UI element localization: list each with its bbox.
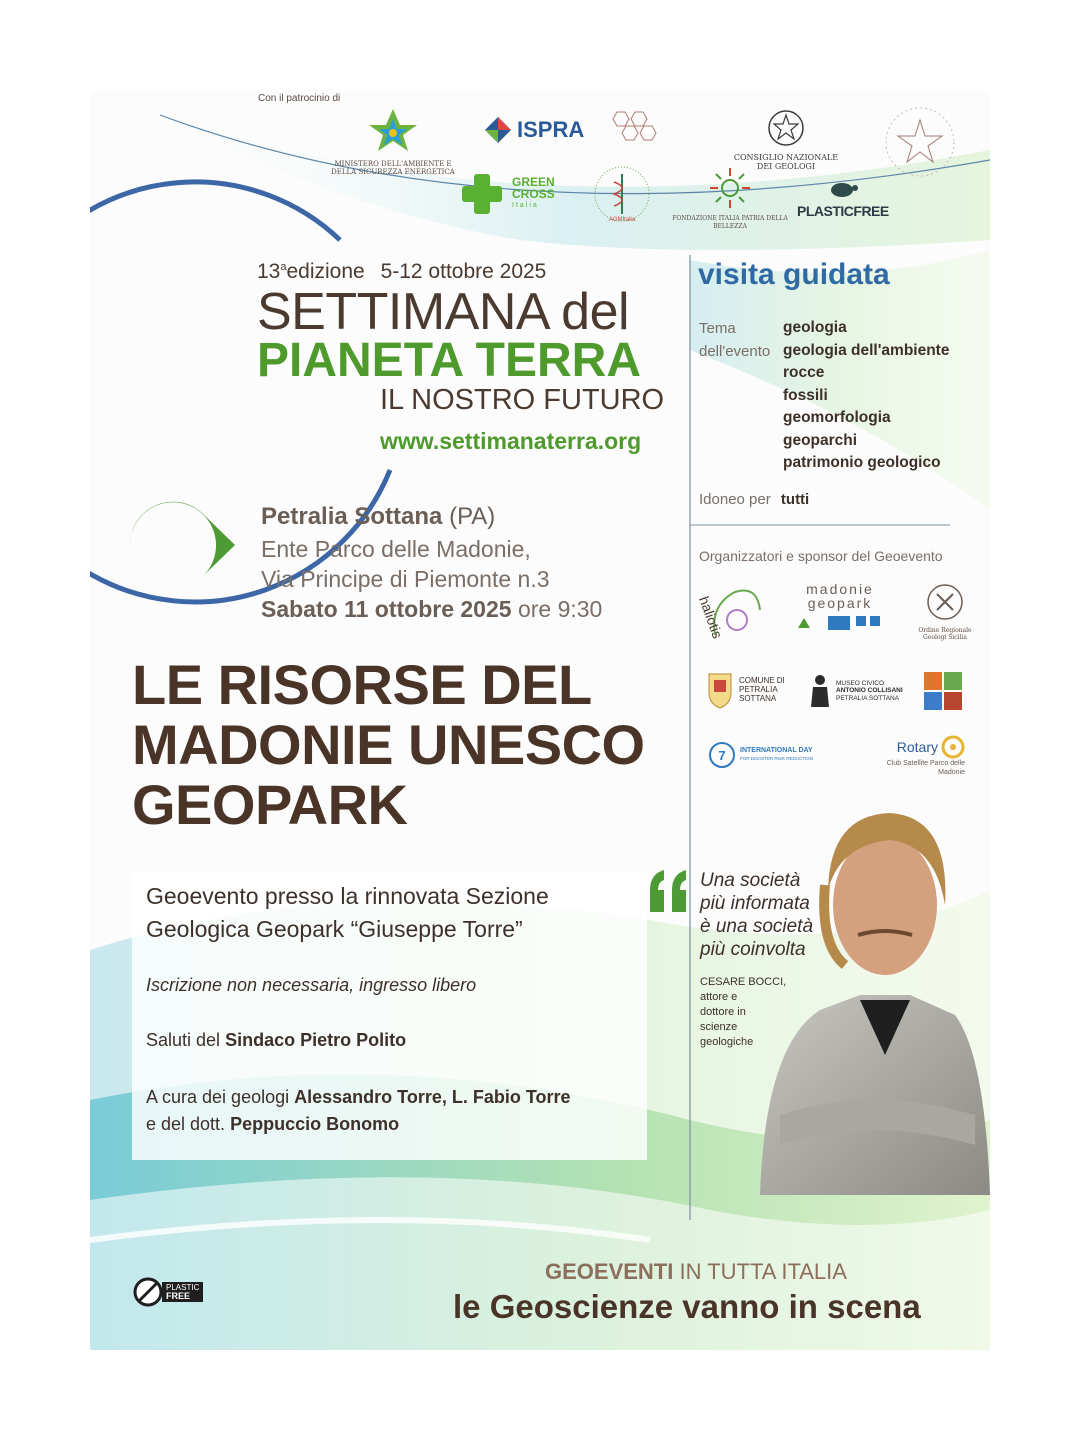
quote-role-1: attore e bbox=[700, 991, 738, 1003]
no-plastic-icon bbox=[132, 1276, 164, 1308]
geoeventi-line bbox=[545, 1259, 847, 1285]
curated-prefix: A cura dei geologi bbox=[146, 1087, 290, 1107]
hexagon-network-icon bbox=[605, 108, 665, 153]
museo-text bbox=[836, 680, 903, 703]
theme-item: rocce bbox=[783, 364, 825, 381]
geoevent-title-line-1: LE RISORSE DEL bbox=[132, 653, 592, 716]
organizers-label: Organizzatori e sponsor del Geoevento bbox=[699, 548, 943, 564]
comune-name: COMUNE DI PETRALIA SOTTANA bbox=[739, 675, 785, 703]
sunburst-icon bbox=[708, 166, 752, 210]
greetings-prefix: Saluti del bbox=[146, 1030, 221, 1050]
intl-day-line-2: FOR DISASTER RISK REDUCTION bbox=[740, 756, 814, 761]
theme-item: geologia bbox=[783, 319, 847, 336]
fondazione-name: FONDAZIONE ITALIA PATRIA DELLA BELLEZZA bbox=[672, 215, 788, 230]
bellezza-seal-logo bbox=[880, 102, 960, 182]
turtle-icon bbox=[825, 178, 859, 198]
geoevent-title-line-3: GEOPARK bbox=[132, 773, 408, 836]
geoeventi-bold: GEOEVENTI bbox=[545, 1259, 674, 1284]
curated-names: Alessandro Torre, L. Fabio Torre bbox=[294, 1087, 571, 1107]
quote-role-2: dottore in bbox=[700, 1006, 746, 1018]
museo-logo bbox=[808, 673, 903, 709]
ministry-star-icon bbox=[328, 105, 458, 155]
cng-line-1: CONSIGLIO NAZIONALE bbox=[733, 153, 839, 162]
info-heading-line-2: Geologica Geopark “Giuseppe Torre” bbox=[146, 916, 523, 942]
quote-line-2: più informata bbox=[700, 893, 810, 914]
quote-role-3: scienze bbox=[700, 1021, 738, 1033]
haliotis-logo bbox=[695, 580, 765, 645]
event-subtitle: IL NOSTRO FUTURO bbox=[380, 384, 665, 416]
curated-last: Peppuccio Bonomo bbox=[230, 1114, 400, 1134]
tema-label-line-1: Tema bbox=[699, 320, 736, 337]
number-seven-icon bbox=[707, 740, 737, 770]
quote-line-1: Una società bbox=[700, 870, 801, 891]
event-datetime bbox=[261, 596, 602, 623]
event-title-line-1: SETTIMANA del bbox=[257, 283, 630, 341]
ispra-diamond-icon bbox=[483, 115, 513, 145]
suitable-value: tutti bbox=[780, 491, 810, 508]
comune-logo bbox=[705, 668, 789, 710]
madonie-geopark-logo bbox=[785, 582, 895, 639]
quote-mark-icon bbox=[646, 868, 692, 918]
quote-text bbox=[700, 869, 813, 961]
event-time: ore 9:30 bbox=[517, 596, 603, 622]
coat-of-arms-icon bbox=[705, 668, 735, 710]
fondazione-logo bbox=[670, 166, 790, 231]
tema-label-line-2: dell'evento bbox=[699, 343, 771, 360]
theme-item: fossili bbox=[783, 386, 828, 404]
agmitalia-logo bbox=[587, 164, 657, 223]
agmitalia-name: AGMItalia bbox=[608, 217, 636, 223]
edition-superscript: a bbox=[280, 261, 287, 273]
quote-author bbox=[700, 975, 786, 1050]
greetings-line bbox=[146, 1030, 406, 1051]
registration-note: Iscrizione non necessaria, ingresso libero bbox=[146, 975, 477, 995]
geoparks-mosaic-logo bbox=[922, 670, 964, 712]
green-cross-line-3: Italia bbox=[512, 202, 539, 209]
event-title-line-2: PIANETA TERRA bbox=[257, 334, 641, 387]
event-poster bbox=[90, 90, 990, 1350]
haliotis-name: haliotis bbox=[695, 594, 726, 641]
rotary-subtitle: Club Satellite Parco delle Madonie bbox=[886, 760, 965, 776]
intl-day-logo bbox=[707, 740, 813, 770]
hammer-seal-icon bbox=[925, 582, 965, 622]
figure-statue-icon bbox=[808, 673, 832, 709]
edition-word: edizione bbox=[286, 260, 365, 283]
museo-line-1: MUSEO CIVICO bbox=[836, 679, 885, 687]
curated-and: e del dott. bbox=[146, 1114, 226, 1134]
ministry-name: MINISTERO DELL'AMBIENTE E DELLA SICUREZZA ENERGETICA bbox=[331, 160, 455, 176]
theme-item: geologia dell'ambiente bbox=[783, 341, 950, 359]
quote-line-3: è una società bbox=[700, 916, 814, 937]
info-box bbox=[132, 872, 647, 1160]
quote-author-name: CESARE BOCCI, bbox=[700, 976, 787, 988]
geoevent-title-line-2: MADONIE UNESCO bbox=[132, 713, 645, 776]
geoparks-network-logo bbox=[605, 108, 665, 158]
rotary-name: Rotary bbox=[896, 739, 938, 755]
ordine-line-1: Ordine Regionale bbox=[918, 627, 972, 634]
madonie-name: madonie bbox=[806, 581, 874, 597]
venue-name: Ente Parco delle Madonie, bbox=[261, 536, 531, 562]
website-link[interactable]: www.settimanaterra.org bbox=[380, 428, 642, 454]
geopark-name: geopark bbox=[807, 595, 873, 611]
themes-list bbox=[783, 317, 949, 475]
free-text: FREE bbox=[166, 1291, 191, 1301]
theme-item: patrimonio geologico bbox=[783, 454, 941, 471]
museo-line-2: ANTONIO COLLISANI bbox=[836, 687, 903, 695]
province: (PA) bbox=[449, 503, 496, 530]
event-date: Sabato 11 ottobre 2025 bbox=[261, 596, 512, 622]
sidebar-heading: visita guidata bbox=[698, 258, 890, 291]
green-cross-logo bbox=[458, 172, 555, 216]
caduceus-seal-icon bbox=[592, 164, 652, 224]
rotary-logo bbox=[840, 735, 965, 777]
ordine-line-2: Geologi Sicilia bbox=[923, 634, 967, 641]
cng-line-2: DEI GEOLOGI bbox=[756, 162, 816, 171]
edition-dates: 5-12 ottobre 2025 bbox=[380, 260, 547, 283]
curators-block bbox=[146, 1084, 571, 1138]
republic-emblem-icon bbox=[766, 108, 806, 148]
partner-badges-icon bbox=[790, 610, 890, 634]
ispra-logo bbox=[483, 115, 584, 145]
footer-tagline: le Geoscienze vanno in scena bbox=[453, 1288, 921, 1325]
intl-day-line-1: INTERNATIONAL DAY bbox=[740, 747, 813, 754]
venue-address: Via Principe di Piemonte n.3 bbox=[261, 566, 550, 592]
green-cross-line-2: CROSS bbox=[512, 187, 555, 201]
suitable-row bbox=[699, 491, 809, 508]
quote-line-4: più coinvolta bbox=[700, 939, 806, 960]
svg-text:7: 7 bbox=[718, 748, 726, 763]
info-heading bbox=[146, 880, 549, 946]
museo-line-3: PETRALIA SOTTANA bbox=[836, 694, 900, 702]
ministry-logo bbox=[328, 105, 458, 176]
suitable-label: Idoneo per bbox=[699, 491, 771, 508]
edition-line bbox=[257, 260, 546, 284]
edition-number: 13 bbox=[257, 260, 281, 283]
geoevent-title bbox=[132, 655, 645, 835]
quote-role-4: geologiche bbox=[700, 1036, 754, 1048]
ispra-name: ISPRA bbox=[517, 117, 585, 142]
tema-label bbox=[699, 317, 770, 363]
plasticfree-logo bbox=[797, 178, 887, 219]
geoeventi-rest: IN TUTTA ITALIA bbox=[679, 1259, 847, 1284]
plastic-text: PLASTIC bbox=[166, 1283, 200, 1292]
green-cross-line-1: GREEN bbox=[512, 175, 555, 189]
patronage-label: Con il patrocinio di bbox=[258, 93, 341, 104]
location-town bbox=[261, 503, 495, 531]
green-cross-icon bbox=[458, 172, 508, 216]
ordine-geologi-logo bbox=[915, 582, 975, 641]
greetings-name: Sindaco Pietro Polito bbox=[225, 1030, 407, 1050]
theme-item: geoparchi bbox=[783, 431, 858, 449]
rotary-wheel-icon bbox=[941, 735, 965, 759]
theme-item: geomorfologia bbox=[783, 409, 891, 426]
cng-logo bbox=[726, 108, 846, 171]
town-name: Petralia Sottana bbox=[261, 503, 443, 530]
plasticfree-name: PLASTICFREE bbox=[797, 203, 889, 219]
info-heading-line-1: Geoevento presso la rinnovata Sezione bbox=[146, 883, 549, 909]
plastic-free-badge bbox=[132, 1276, 203, 1308]
